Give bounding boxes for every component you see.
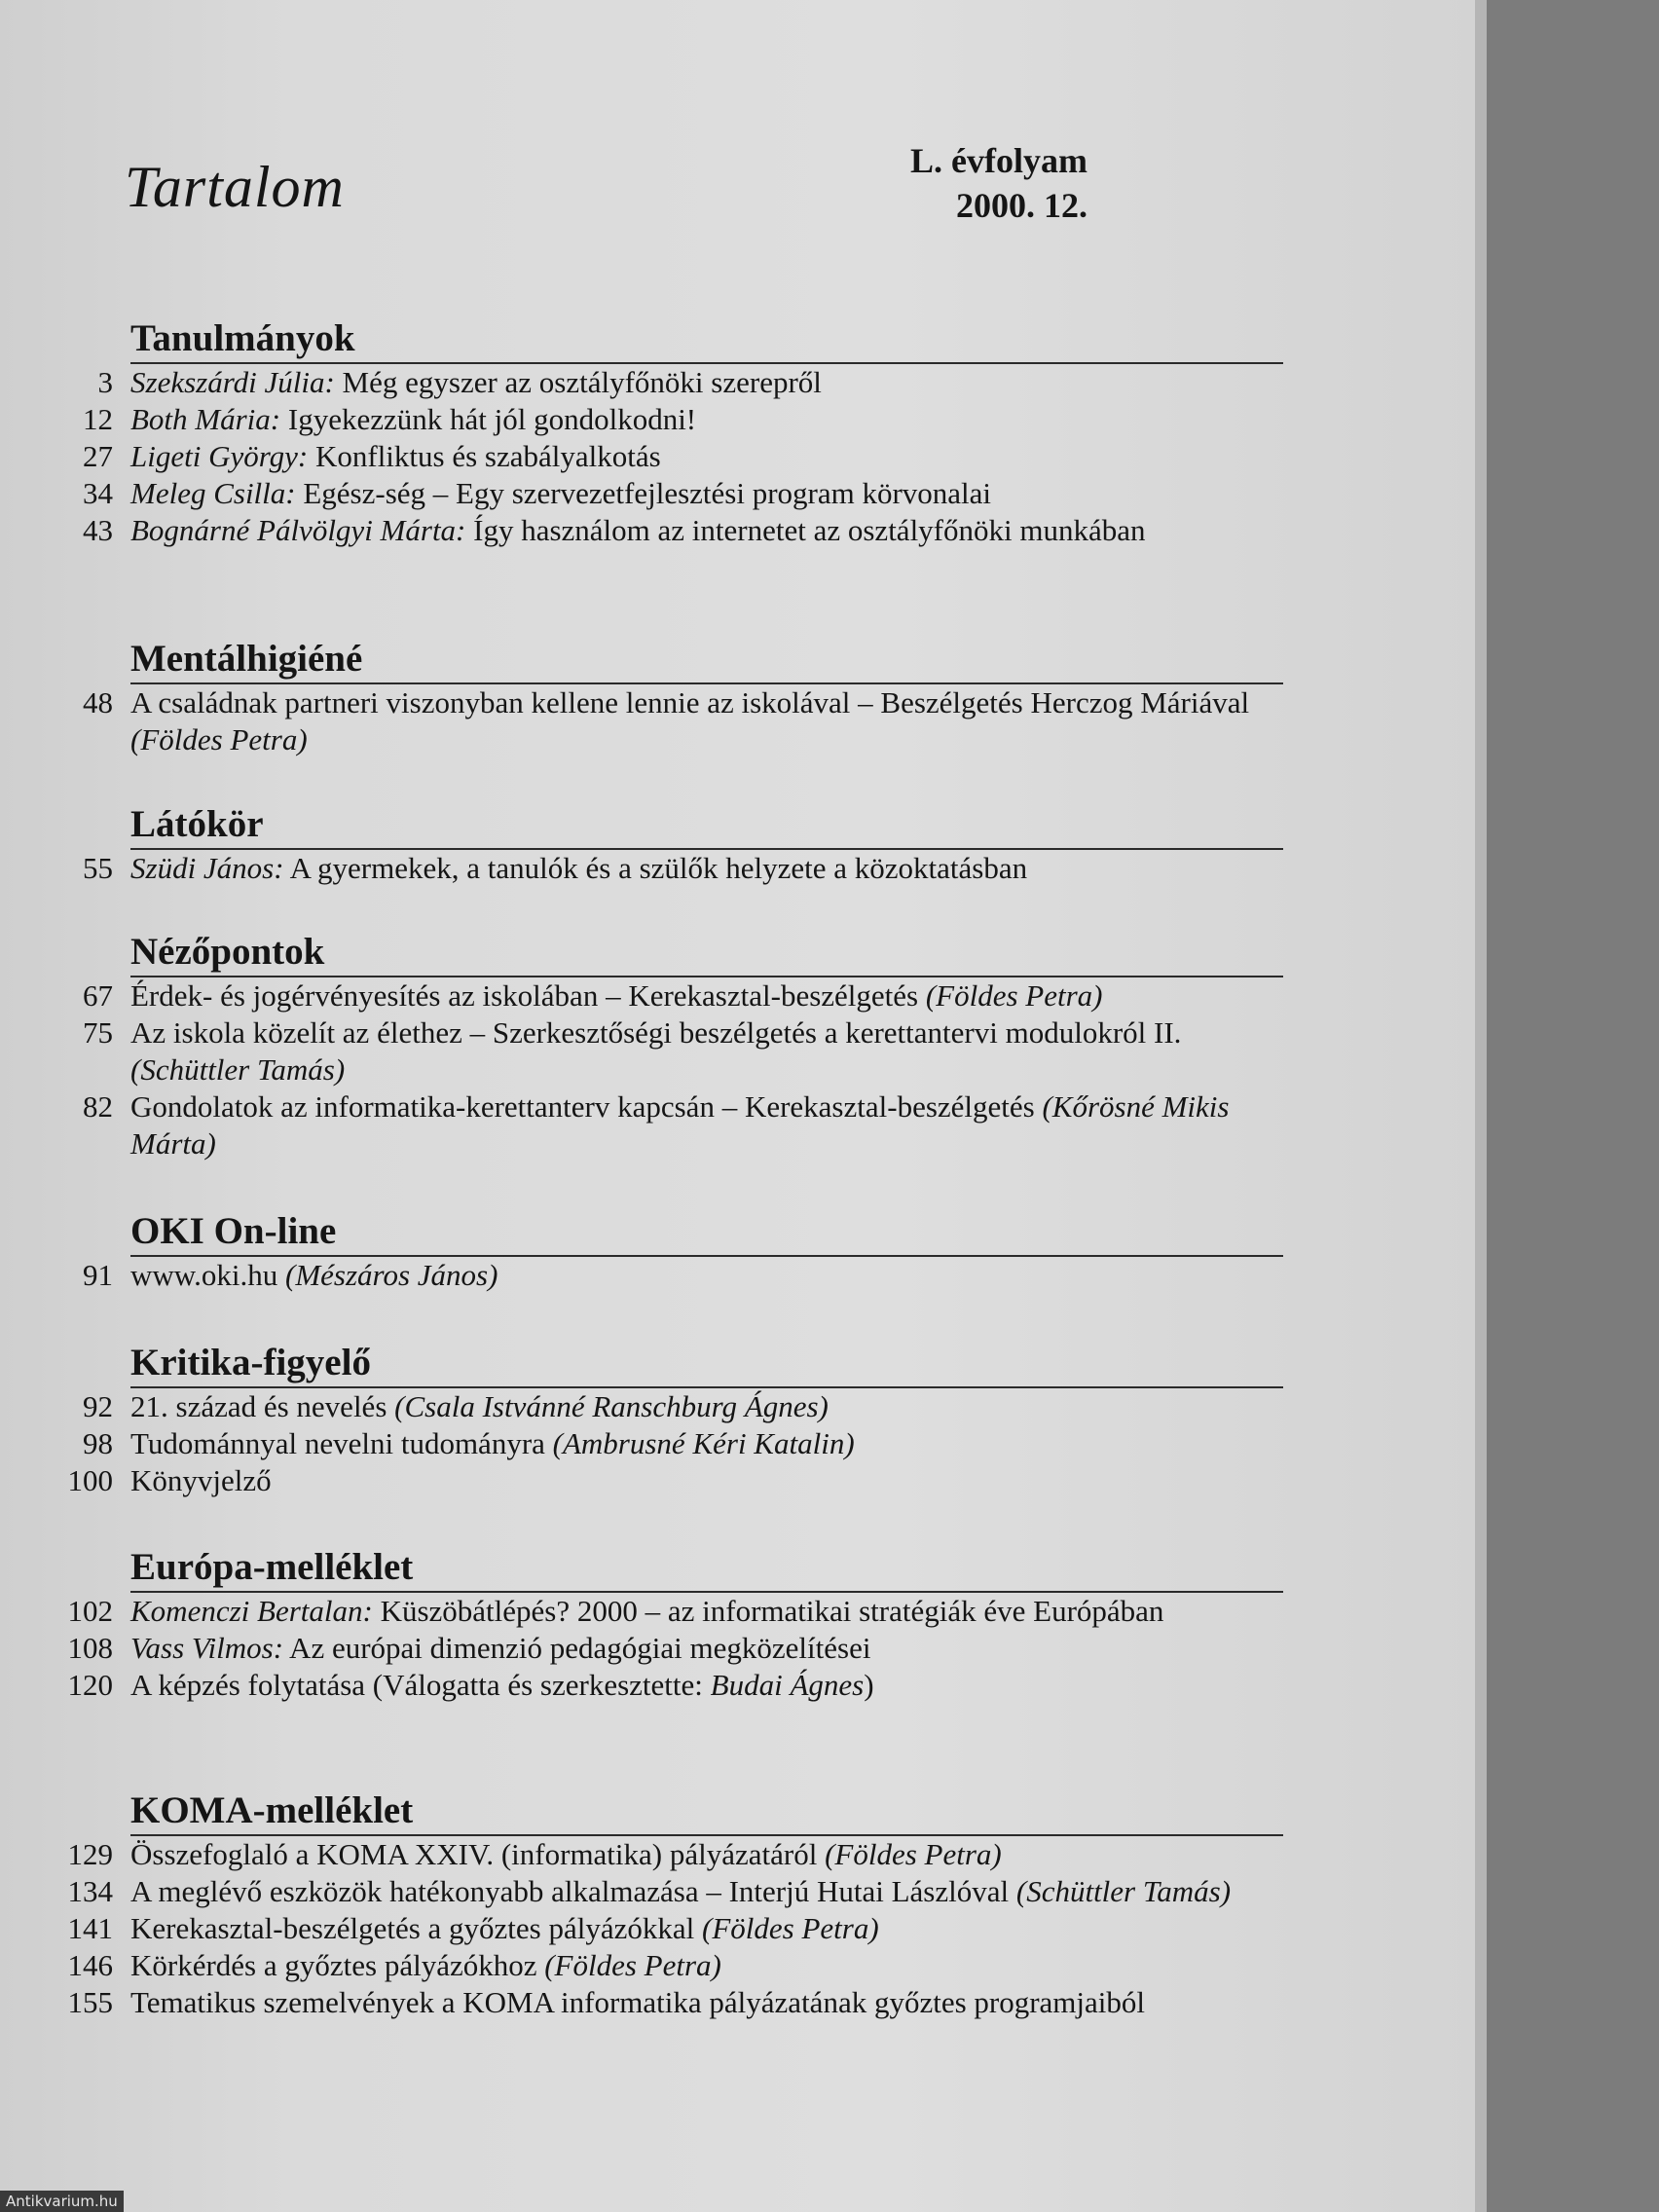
entry-title: Az iskola közelít az élethez – Szerkesztőségi beszélgetés a kerettantervi modulokról II. (130, 1015, 1182, 1050)
toc-entry[interactable] (51, 1630, 1283, 1667)
entry-credit: (Schüttler Tamás) (1015, 1874, 1232, 1908)
page-number: 34 (83, 476, 113, 510)
page-number: 67 (83, 978, 113, 1013)
toc-entry[interactable] (51, 1462, 1283, 1499)
watermark: Antikvarium.hu (0, 2191, 124, 2212)
toc-entry[interactable] (51, 438, 1283, 475)
entry-title: 21. század és nevelés (130, 1389, 395, 1423)
page-number: 98 (83, 1426, 113, 1460)
section-nezopontok (51, 931, 1283, 1162)
entry-title: Gondolatok az informatika-kerettanterv kapcsán – Kerekasztal-beszélgetés (130, 1089, 1043, 1124)
toc-entry[interactable] (51, 1257, 1283, 1294)
toc-entry[interactable] (51, 364, 1283, 401)
entry-title: Így használom az internetet az osztályfőnöki munkában (465, 513, 1146, 547)
page-number: 102 (67, 1594, 113, 1628)
entry-credit: (Mészáros János) (285, 1258, 498, 1292)
section-latokor (51, 803, 1283, 887)
section-title: Európa-melléklet (130, 1546, 1283, 1593)
entry-credit: (Földes Petra) (825, 1837, 1002, 1871)
section-title: Nézőpontok (130, 931, 1283, 977)
toc-entry[interactable] (51, 1667, 1283, 1704)
entry-title: Az európai dimenzió pedagógiai megközelítései (283, 1631, 871, 1665)
entry-title-tail: ) (864, 1668, 874, 1702)
page-number: 75 (83, 1015, 113, 1050)
volume-label: L. évfolyam (910, 141, 1088, 180)
entry-author: Both Mária: (130, 402, 281, 436)
page-number: 82 (83, 1089, 113, 1124)
toc-entry[interactable] (51, 1873, 1283, 1910)
page-number: 48 (83, 685, 113, 719)
toc-entry[interactable] (51, 401, 1283, 438)
toc-entry[interactable] (51, 1425, 1283, 1462)
section-title: OKI On-line (130, 1210, 1283, 1257)
page-number: 155 (67, 1985, 113, 2019)
entry-credit: (Schüttler Tamás) (130, 1052, 346, 1087)
section-mentalhigiene (51, 638, 1283, 758)
page-number: 141 (67, 1911, 113, 1945)
entry-title: A meglévő eszközök hatékonyabb alkalmazása – Interjú Hutai Lászlóval (130, 1874, 1016, 1908)
entry-title: Körkérdés a győztes pályázókhoz (130, 1948, 545, 1982)
entry-author: Bognárné Pálvölgyi Márta: (130, 513, 466, 547)
entry-credit: (Földes Petra) (544, 1948, 721, 1982)
toc-entry[interactable] (51, 977, 1283, 1014)
page-edge (1475, 0, 1487, 2212)
page-number: 91 (83, 1258, 113, 1292)
entry-title: A gyermekek, a tanulók és a szülők helyzete a közoktatásban (283, 851, 1028, 885)
entry-title: A képzés folytatása (Válogatta és szerkesztette: (130, 1668, 711, 1702)
page-number: 120 (67, 1668, 113, 1702)
entry-title: Egész-ség – Egy szervezetfejlesztési program körvonalai (295, 476, 992, 510)
section-koma-melleklet (51, 1789, 1283, 2021)
page-number: 12 (83, 402, 113, 436)
toc-entry[interactable] (51, 1088, 1283, 1162)
entry-credit: (Kőrösné Mikis Márta) (130, 1089, 1230, 1161)
page-number: 100 (67, 1463, 113, 1497)
entry-title: Konfliktus és szabályalkotás (308, 439, 661, 473)
entry-credit: Budai Ágnes (710, 1668, 865, 1702)
entry-title: Még egyszer az osztályfőnöki szerepről (334, 365, 822, 399)
section-title: Kritika-figyelő (130, 1342, 1283, 1388)
issue-info (910, 138, 1088, 228)
section-title: Mentálhigiéné (130, 638, 1283, 684)
entry-credit: (Csala Istvánné Ranschburg Ágnes) (394, 1389, 829, 1423)
page-number: 3 (97, 365, 113, 399)
page-number: 92 (83, 1389, 113, 1423)
toc-entry[interactable] (51, 1014, 1283, 1088)
entry-credit: (Ambrusné Kéri Katalin) (552, 1426, 855, 1460)
section-europa-melleklet (51, 1546, 1283, 1704)
page-number: 43 (83, 513, 113, 547)
toc-entry[interactable] (51, 684, 1283, 758)
toc-entry[interactable] (51, 1836, 1283, 1873)
section-kritika-figyelo (51, 1342, 1283, 1499)
section-title: Tanulmányok (130, 317, 1283, 364)
toc-entry[interactable] (51, 1947, 1283, 1984)
page-number: 108 (67, 1631, 113, 1665)
section-title: KOMA-melléklet (130, 1789, 1283, 1836)
section-oki-online (51, 1210, 1283, 1294)
entry-title: Összefoglaló a KOMA XXIV. (informatika) pályázatáról (130, 1837, 826, 1871)
page-number: 146 (67, 1948, 113, 1982)
section-title: Látókör (130, 803, 1283, 850)
toc-entry[interactable] (51, 1984, 1283, 2021)
entry-author: Szüdi János: (130, 851, 284, 885)
page-title: Tartalom (125, 155, 345, 219)
entry-title: A családnak partneri viszonyban kellene lennie az iskolával – Beszélgetés Herczog Máriával (130, 685, 1250, 719)
entry-author: Vass Vilmos: (130, 1631, 284, 1665)
entry-author: Szekszárdi Júlia: (130, 365, 335, 399)
entry-title: Kerekasztal-beszélgetés a győztes pályázókkal (130, 1911, 702, 1945)
toc-entry[interactable] (51, 512, 1283, 549)
section-tanulmanyok (51, 317, 1283, 549)
entry-title: Tudománnyal nevelni tudományra (130, 1426, 553, 1460)
page-number: 129 (67, 1837, 113, 1871)
toc-entry[interactable] (51, 475, 1283, 512)
toc-entry[interactable] (51, 1593, 1283, 1630)
entry-credit: (Földes Petra) (130, 722, 308, 756)
entry-title: Igyekezzünk hát jól gondolkodni! (280, 402, 697, 436)
entry-title: Érdek- és jogérvényesítés az iskolában – Kerekasztal-beszélgetés (130, 978, 926, 1013)
toc-entry[interactable] (51, 850, 1283, 887)
entry-credit: (Földes Petra) (702, 1911, 879, 1945)
entry-title: www.oki.hu (130, 1258, 286, 1292)
page-number: 134 (67, 1874, 113, 1908)
page-number: 27 (83, 439, 113, 473)
toc-entry[interactable] (51, 1910, 1283, 1947)
entry-author: Ligeti György: (130, 439, 309, 473)
entry-author: Komenczi Bertalan: (130, 1594, 373, 1628)
entry-title: Küszöbátlépés? 2000 – az informatikai stratégiák éve Európában (372, 1594, 1164, 1628)
entry-author: Meleg Csilla: (130, 476, 296, 510)
toc-entry[interactable] (51, 1388, 1283, 1425)
entry-title: Tematikus szemelvények a KOMA informatika pályázatának győztes programjaiból (130, 1985, 1146, 2019)
issue-date: 2000. 12. (956, 186, 1088, 225)
entry-credit: (Földes Petra) (925, 978, 1103, 1013)
page-number: 55 (83, 851, 113, 885)
entry-title: Könyvjelző (130, 1463, 272, 1497)
